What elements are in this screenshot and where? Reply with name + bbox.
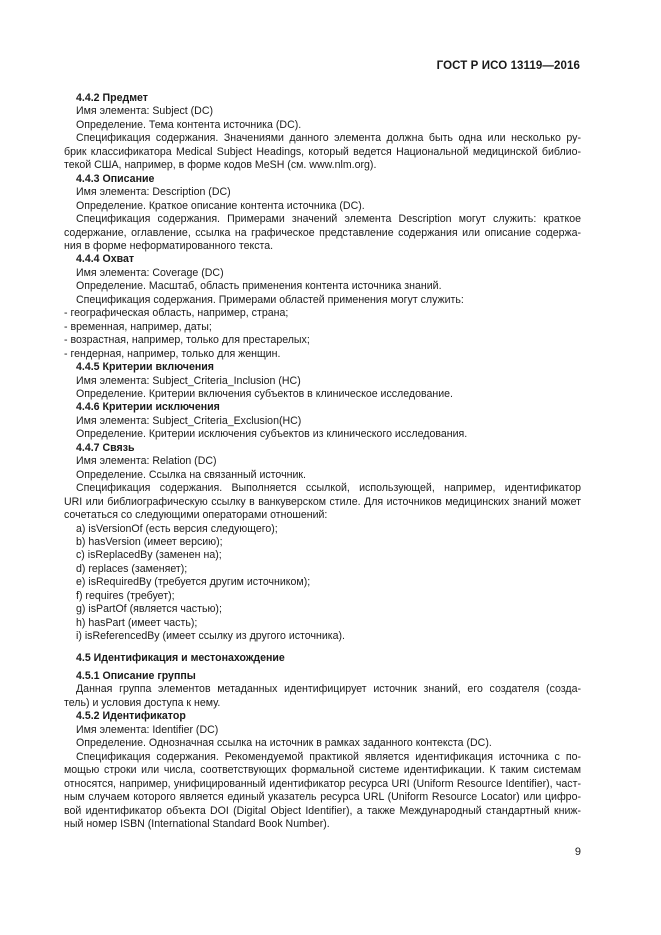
content-spec-line: ния в форме неформатированного текста. <box>64 239 274 252</box>
list-item: - географическая область, например, страна; <box>64 307 289 320</box>
element-name: Имя элемента: Subject_Criteria_Exclusion(HC) <box>76 414 302 427</box>
list-item: - возрастная, например, только для престарелых; <box>64 334 310 347</box>
element-definition: Определение. Краткое описание контента источника (DC). <box>76 199 365 212</box>
list-item: - временная, например, даты; <box>64 320 212 333</box>
list-item: - гендерная, например, только для женщин. <box>64 347 281 360</box>
relation-operator-item: i) isReferencedBy (имеет ссылку из другого источника). <box>76 630 345 643</box>
section-heading-4-5-1: 4.5.1 Описание группы <box>76 670 196 683</box>
section-heading-4-5-2: 4.5.2 Идентификатор <box>76 710 186 723</box>
group-description-line: Данная группа элементов метаданных идентифицирует источник знаний, его создателя (созда- <box>76 683 581 696</box>
content-spec-line: ным случаем которого является единый указатель ресурса URL (Uniform Resource Locator) или цифро- <box>64 791 581 804</box>
content-spec-line: вой идентификатор объекта DOI (Digital Object Identifier), а также Международный стандартный книж- <box>64 804 581 817</box>
element-name: Имя элемента: Description (DC) <box>76 186 231 199</box>
page-body <box>64 92 581 831</box>
content-spec-line: текой США, например, в форме кодов MeSH (см. www.nlm.org). <box>64 159 377 172</box>
content-spec-line: Спецификация содержания. Примерами значений элемента Description могут служить: краткое <box>76 213 581 226</box>
content-spec-line: содержание, оглавление, ссылка на графическое представление содержания или описание содержа- <box>64 226 581 239</box>
relation-operator-item: b) hasVersion (имеет версию); <box>76 535 223 548</box>
section-heading-4-4-6: 4.4.6 Критерии исключения <box>76 401 220 414</box>
element-name: Имя элемента: Subject_Criteria_Inclusion (HC) <box>76 374 301 387</box>
content-spec-line: сочетаться со следующими операторами отношений: <box>64 509 328 522</box>
section-heading-4-4-2: 4.4.2 Предмет <box>76 92 148 104</box>
content-spec-line: относятся, например, унифицированный идентификатор ресурса URI (Uniform Resource Identifier), част- <box>64 777 581 790</box>
relation-operator-item: e) isRequiredBy (требуется другим источником); <box>76 576 311 589</box>
section-heading-4-4-3: 4.4.3 Описание <box>76 172 155 185</box>
element-definition: Определение. Тема контента источника (DC). <box>76 118 302 131</box>
element-definition: Определение. Масштаб, область применения контента источника знаний. <box>76 280 442 293</box>
element-definition: Определение. Критерии исключения субъектов из клинического исследования. <box>76 428 468 441</box>
content-spec-line: Спецификация содержания. Рекомендуемой практикой является идентификация источника с по- <box>76 750 581 763</box>
page-number: 9 <box>574 846 581 858</box>
section-heading-4-4-5: 4.4.5 Критерии включения <box>76 361 214 374</box>
element-name: Имя элемента: Coverage (DC) <box>76 266 224 279</box>
element-name: Имя элемента: Relation (DC) <box>76 455 217 468</box>
document-id-header: ГОСТ Р ИСО 13119—2016 <box>436 60 580 72</box>
relation-operator-item: g) isPartOf (является частью); <box>76 603 222 616</box>
section-heading-4-4-4: 4.4.4 Охват <box>76 253 135 266</box>
content-spec-line: Спецификация содержания. Выполняется ссылкой, использующей, например, идентификатор <box>76 482 581 495</box>
content-spec-line: Спецификация содержания. Примерами областей применения могут служить: <box>76 293 464 306</box>
element-name: Имя элемента: Subject (DC) <box>76 105 213 118</box>
content-spec-line: ный номер ISBN (International Standard Book Number). <box>64 818 330 831</box>
relation-operator-item: d) replaces (заменяет); <box>76 562 188 575</box>
section-heading-4-5: 4.5 Идентификация и местонахождение <box>76 651 285 664</box>
element-name: Имя элемента: Identifier (DC) <box>76 723 219 736</box>
content-spec-line: брик классификатора Medical Subject Headings, который ведется Национальной медицинской библио- <box>64 145 581 158</box>
group-description-line: тель) и условия доступа к нему. <box>64 696 221 709</box>
relation-operator-item: h) hasPart (имеет часть); <box>76 616 198 629</box>
section-heading-4-4-7: 4.4.7 Связь <box>76 441 135 454</box>
element-definition: Определение. Ссылка на связанный источник. <box>76 468 306 481</box>
relation-operator-item: c) isReplacedBy (заменен на); <box>76 549 222 562</box>
element-definition: Определение. Критерии включения субъектов в клиническое исследование. <box>76 387 453 400</box>
content-spec-line: URI или библиографическую ссылку в ванкуверском стиле. Для источников медицинских знаний может <box>64 495 581 508</box>
element-definition: Определение. Однозначная ссылка на источник в рамках заданного контекста (DC). <box>76 737 492 750</box>
content-spec-line: Спецификация содержания. Значениями данного элемента должна быть одна или несколько ру- <box>76 132 581 145</box>
content-spec-line: мощью строки или числа, соответствующих формальной системе идентификации. К таким системам <box>64 764 581 777</box>
relation-operator-item: a) isVersionOf (есть версия следующего); <box>76 522 278 535</box>
relation-operator-item: f) requires (требует); <box>76 589 175 602</box>
